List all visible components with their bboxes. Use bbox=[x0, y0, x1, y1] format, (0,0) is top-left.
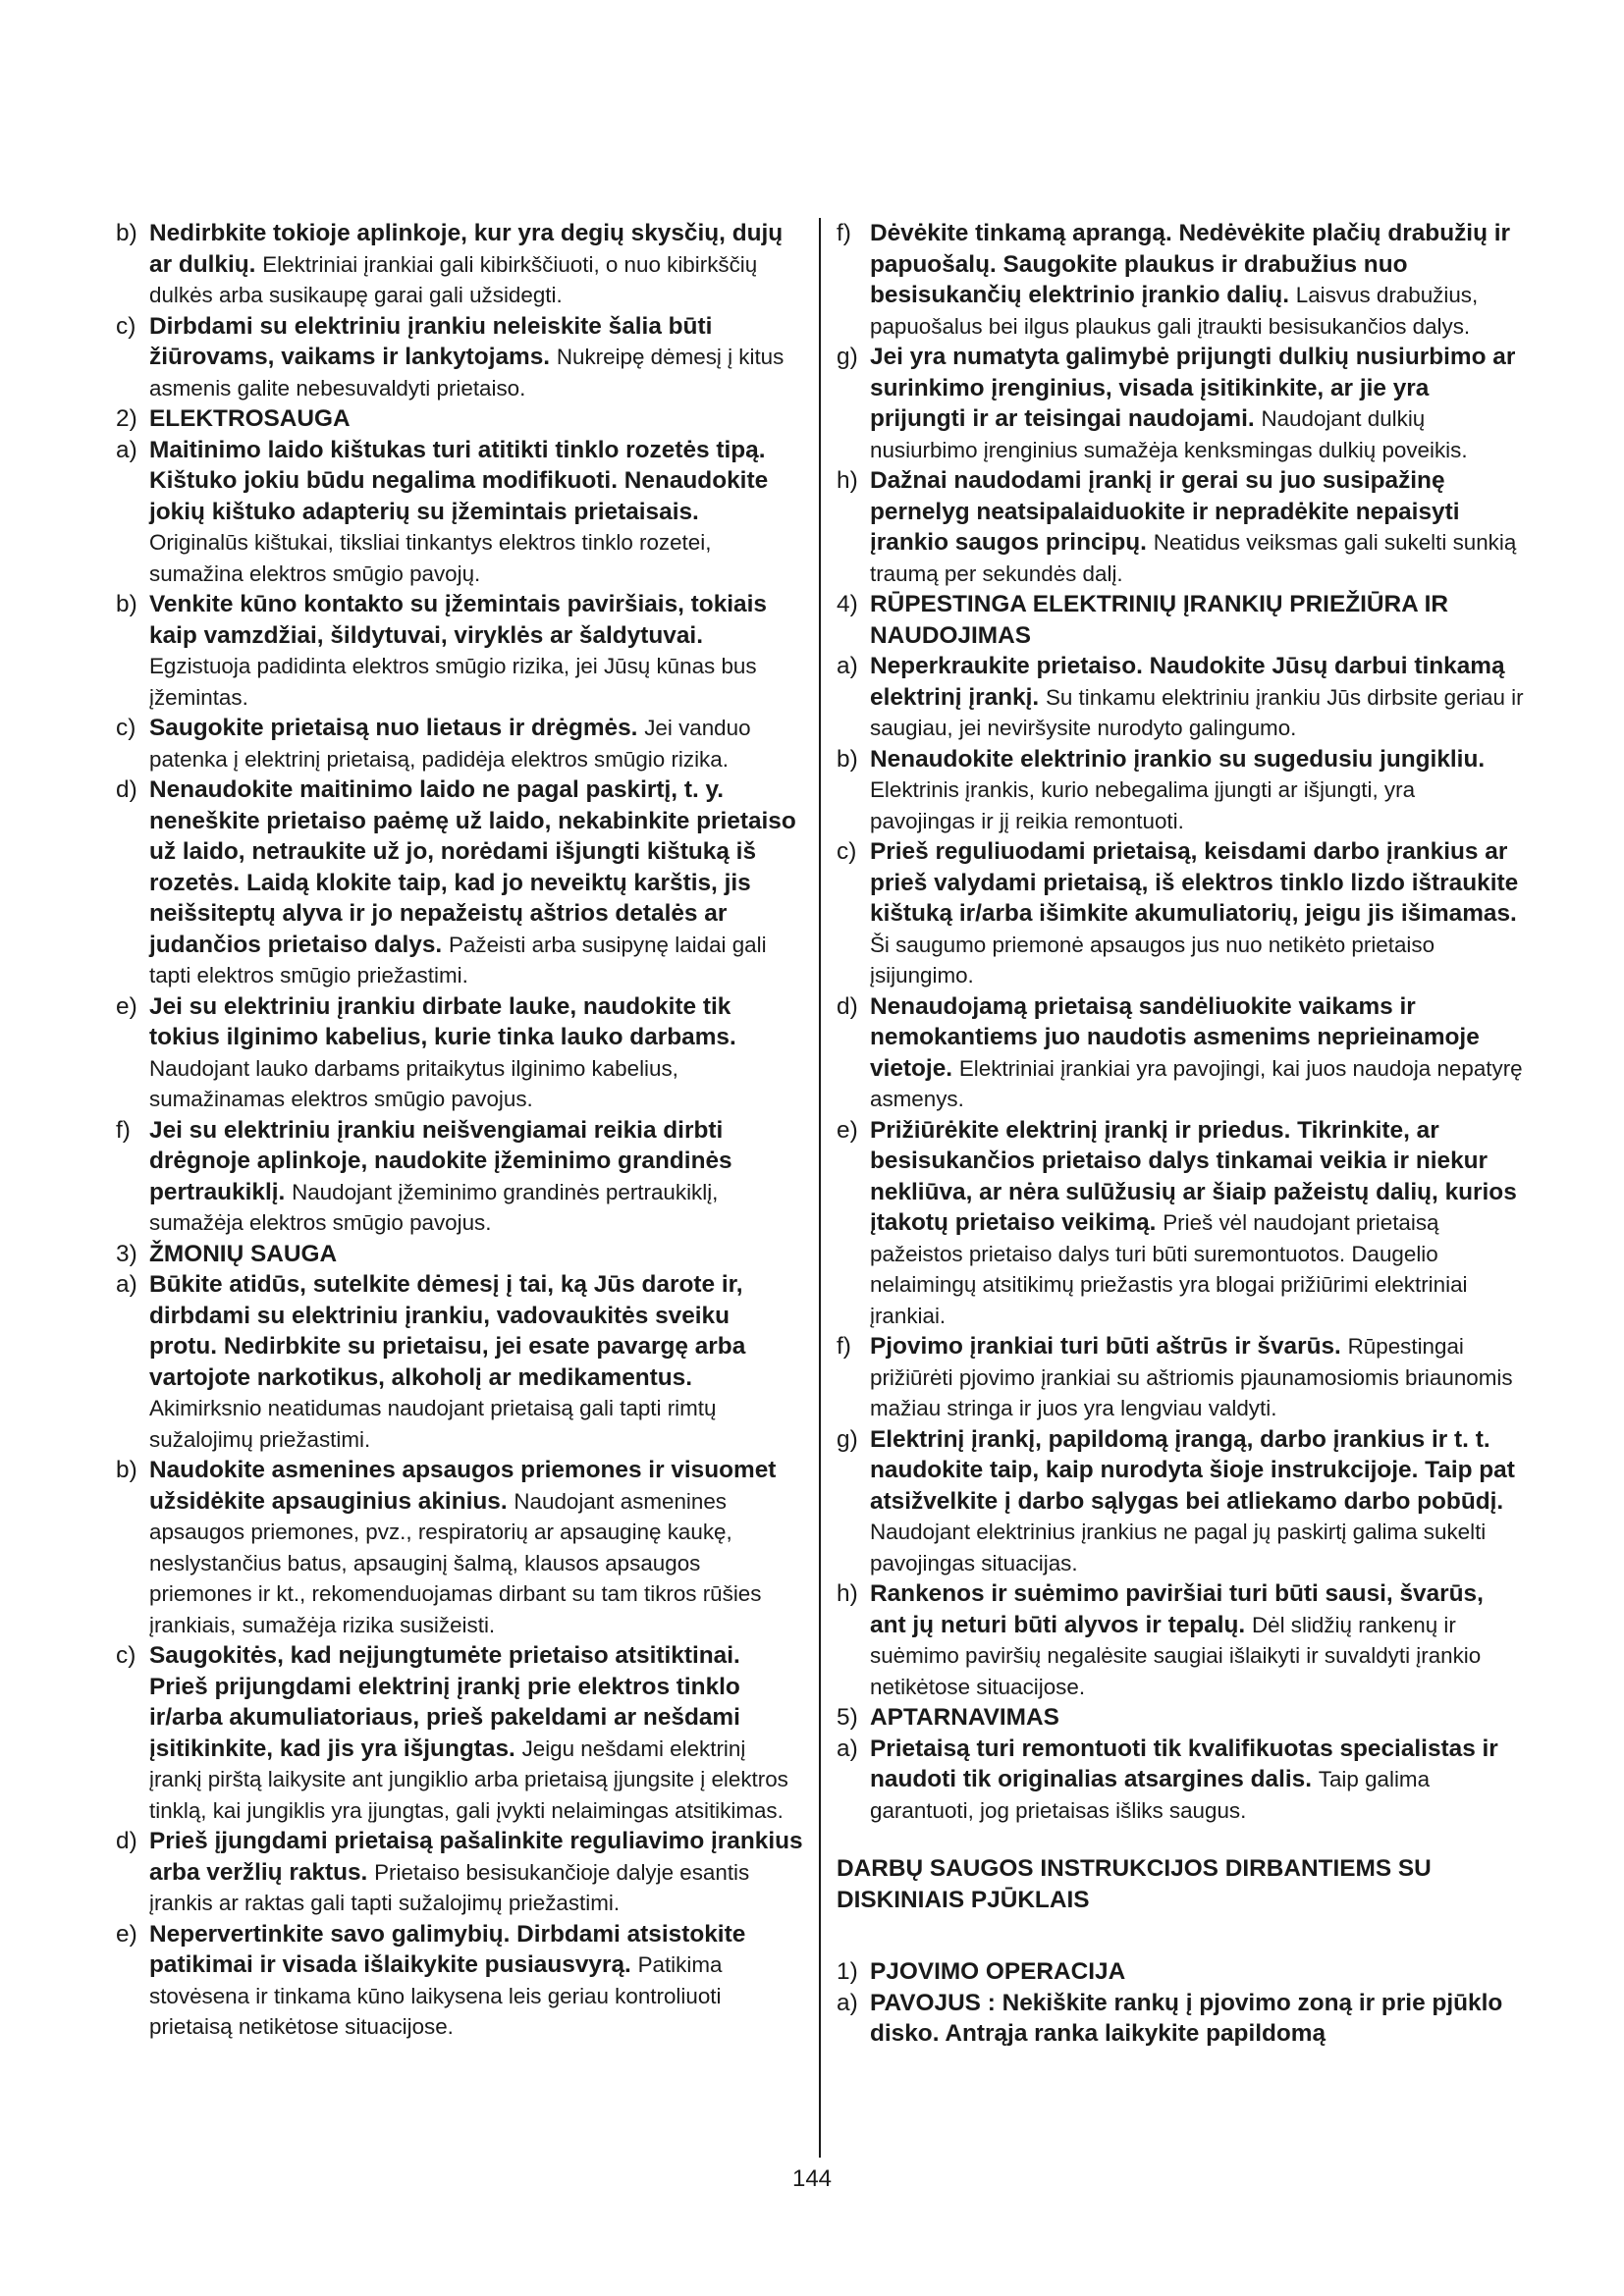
item-body bbox=[149, 218, 803, 311]
list-item bbox=[116, 1826, 803, 1919]
item-bold-text: Naudokite asmenines apsaugos priemones ir visuomet užsidėkite apsauginius akinius. bbox=[149, 1457, 777, 1515]
item-label: b) bbox=[837, 745, 858, 773]
item-bold-text: Pjovimo įrankiai turi būti aštrūs ir švarūs. bbox=[870, 1333, 1341, 1360]
item-label: f) bbox=[116, 1116, 131, 1144]
item-label: e) bbox=[116, 1920, 137, 1948]
item-text: Pažeisti arba susipynę laidai gali tapti elektros smūgio priežastimi. bbox=[149, 932, 767, 988]
section-title: RŪPESTINGA ELEKTRINIŲ ĮRANKIŲ PRIEŽIŪRA IR NAUDOJIMAS bbox=[870, 591, 1449, 649]
item-label: h) bbox=[837, 467, 858, 494]
item-bold-text: Jei yra numatyta galimybė prijungti dulkių nusiurbimo ar surinkimo įrenginius, visada įsitikinkite, ar jie yra prijungti ir ar teisingai naudojami. bbox=[870, 344, 1516, 432]
item-text: Naudojant dulkių nusiurbimo įrenginius sumažėja kenksmingas dulkių poveikis. bbox=[870, 406, 1468, 462]
item-text: Ši saugumo priemonė apsaugos jus nuo netikėto prietaiso įsijungimo. bbox=[870, 932, 1435, 988]
list-item bbox=[116, 991, 803, 1115]
list-item bbox=[837, 651, 1524, 744]
item-label: a) bbox=[837, 653, 858, 679]
item-bold-text: Prietaisą turi remontuoti tik kvalifikuotas specialistas ir naudoti tik originalias atsargines dalis. bbox=[870, 1735, 1498, 1792]
list-item bbox=[837, 342, 1524, 465]
item-body bbox=[870, 1956, 1524, 1988]
item-text: Naudojant asmenines apsaugos priemones, pvz., respiratorių ar apsauginę kaukę, neslystančius batus, apsauginį šalmą, klausos apsaugos priemones ir kt., rekomenduojamas dirbant su tam tikros rūšies įrankiais, sumažėja rizika susižeisti. bbox=[149, 1488, 762, 1637]
item-label: c) bbox=[116, 1642, 136, 1669]
left-column bbox=[116, 218, 803, 2043]
list-item bbox=[116, 1269, 803, 1455]
item-body bbox=[149, 403, 803, 435]
list-item bbox=[837, 1734, 1524, 1827]
list-item bbox=[116, 1115, 803, 1239]
item-body bbox=[149, 311, 803, 404]
item-label: e) bbox=[116, 992, 137, 1020]
list-item bbox=[837, 1424, 1524, 1579]
item-bold-text: Saugokitės, kad neįjungtumėte prietaiso atsitiktinai. Prieš prijungdami elektrinį įrankį prie elektros tinklo ir/arba akumuliatoriaus, prieš pakeldami ar nešdami įsitikinkite, kad jis yra išjungtas. bbox=[149, 1642, 740, 1762]
item-label: e) bbox=[837, 1116, 858, 1144]
list-item bbox=[116, 589, 803, 713]
item-bold-text: Nenaudojamą prietaisą sandėliuokite vaikams ir nemokantiems juo naudotis asmenims neprieinamoje vietoje. bbox=[870, 992, 1480, 1082]
item-text: Jei vanduo patenka į elektrinį prietaisą, padidėja elektros smūgio rizika. bbox=[149, 716, 751, 772]
item-body bbox=[870, 991, 1524, 1115]
section-header bbox=[116, 403, 803, 435]
item-body bbox=[149, 1826, 803, 1919]
item-bold-text: Nedirbkite tokioje aplinkoje, kur yra degių skysčių, dujų ar dulkių. bbox=[149, 220, 784, 278]
list-item bbox=[837, 218, 1524, 342]
item-bold-text: Jei su elektriniu įrankiu neišvengiamai reikia dirbti drėgnoje aplinkoje, naudokite įžeminimo grandinės pertraukiklį. bbox=[149, 1116, 732, 1205]
list-item bbox=[837, 465, 1524, 589]
section-title: APTARNAVIMAS bbox=[870, 1704, 1059, 1731]
item-label: b) bbox=[116, 220, 137, 246]
item-label: b) bbox=[116, 591, 137, 617]
item-bold-text: Nenaudokite maitinimo laido ne pagal paskirtį, t. y. neneškite prietaiso paėmę už laido, nekabinkite prietaiso už laido, netraukite už jo, norėdami išjungti kištuką iš rozetės. Laidą klokite taip, kad jo neveiktų karštis, jis neišsiteptų alyva ir jo nepažeistų aštrios detalės ar judančios prietaiso dalys. bbox=[149, 776, 796, 958]
list-item bbox=[837, 1578, 1524, 1702]
item-label: 1) bbox=[837, 1958, 858, 1985]
item-text: Originalūs kištukai, tiksliai tinkantys elektros tinklo rozetei, sumažina elektros smūgio pavojų. bbox=[149, 530, 712, 586]
item-label: a) bbox=[116, 1271, 137, 1298]
item-body bbox=[870, 1578, 1524, 1702]
item-label: 3) bbox=[116, 1240, 137, 1267]
item-text: Su tinkamu elektriniu įrankiu Jūs dirbsite geriau ir saugiau, jei neviršysite nurodyto galingumo. bbox=[870, 684, 1524, 740]
item-body bbox=[870, 1734, 1524, 1827]
item-body bbox=[870, 589, 1524, 651]
list-item bbox=[116, 713, 803, 774]
item-body bbox=[870, 1115, 1524, 1332]
list-item bbox=[837, 1115, 1524, 1332]
list-item bbox=[116, 774, 803, 991]
section-header bbox=[837, 589, 1524, 651]
list-item bbox=[116, 435, 803, 590]
spacer bbox=[837, 1915, 1524, 1956]
item-text: Prieš vėl naudojant prietaisą pažeistos prietaiso dalys turi būti suremontuotos. Daugelio nelaimingų atsitikimų priežastis yra blogai prižiūrimi elektriniai įrankiai. bbox=[870, 1210, 1468, 1328]
item-bold-text: Venkite kūno kontakto su įžemintais paviršiais, tokiais kaip vamzdžiai, šildytuvai, viryklės ar šaldytuvai. bbox=[149, 591, 767, 649]
item-body bbox=[870, 218, 1524, 342]
item-label: d) bbox=[116, 1828, 137, 1854]
item-bold-text: Būkite atidūs, sutelkite dėmesį į tai, ką Jūs darote ir, dirbdami su elektriniu įrankiu, vadovaukitės sveiku protu. Nedirbkite su prietaisu, jei esate pavargę arba vartojote narkotikus, alkoholį ar medikamentus. bbox=[149, 1271, 746, 1391]
item-bold-text: Dėvėkite tinkamą aprangą. Nedėvėkite plačių drabužių ir papuošalų. Saugokite plaukus ir drabužius nuo besisukančių elektrinio įrankio dalių. bbox=[870, 220, 1511, 308]
item-label: c) bbox=[116, 715, 136, 741]
item-bold-text: Nepervertinkite savo galimybių. Dirbdami atsistokite patikimai ir visada išlaikykite pusiausvyrą. bbox=[149, 1920, 746, 1978]
item-bold-text: Maitinimo laido kištukas turi atitikti tinklo rozetės tipą. Kištuko jokiu būdu negalima modifikuoti. Nenaudokite jokių kištuko adapterių su įžemintais prietaisais. bbox=[149, 436, 769, 525]
item-bold-text: Nenaudokite elektrinio įrankio su sugedusiu jungikliu. bbox=[870, 745, 1486, 773]
list-item bbox=[116, 218, 803, 311]
right-column bbox=[837, 218, 1524, 2050]
column-divider bbox=[819, 218, 821, 2158]
item-body bbox=[870, 744, 1524, 837]
section-header bbox=[837, 1956, 1524, 1988]
item-label: 2) bbox=[116, 405, 137, 432]
section-header bbox=[116, 1239, 803, 1270]
item-body bbox=[870, 1331, 1524, 1424]
item-text: Naudojant elektrinius įrankius ne pagal jų paskirtį galima sukelti pavojingas situacijas. bbox=[870, 1520, 1487, 1575]
item-label: a) bbox=[837, 1735, 858, 1762]
item-bold-text: Jei su elektriniu įrankiu dirbate lauke, naudokite tik tokius ilginimo kabelius, kurie tinka lauko darbams. bbox=[149, 992, 736, 1050]
item-text: Nukreipę dėmesį į kitus asmenis galite nebesuvaldyti prietaiso. bbox=[149, 345, 785, 400]
section-heading: DARBŲ SAUGOS INSTRUKCIJOS DIRBANTIEMS SU DISKINIAIS PJŪKLAIS bbox=[837, 1855, 1432, 1913]
item-body bbox=[149, 1640, 803, 1826]
item-body bbox=[870, 342, 1524, 465]
item-text: Prietaiso besisukančioje dalyje esantis įrankis ar raktas gali tapti sužalojimų priežastimi. bbox=[149, 1859, 750, 1915]
list-item bbox=[837, 744, 1524, 837]
item-text: Jeigu nešdami elektrinį įrankį pirštą laikysite ant jungiklio arba prietaisą įjungsite į elektros tinklą, kai jungiklis yra įjungtas, gali įvykti nelaimingas atsitikimas. bbox=[149, 1735, 788, 1823]
item-body bbox=[149, 1455, 803, 1640]
item-body bbox=[870, 1988, 1524, 2050]
section-title: PJOVIMO OPERACIJA bbox=[870, 1958, 1126, 1985]
list-item bbox=[116, 1455, 803, 1640]
item-text: Elektrinis įrankis, kurio nebegalima įjungti ar išjungti, yra pavojingas ir jį reikia remontuoti. bbox=[870, 777, 1416, 833]
item-label: b) bbox=[116, 1457, 137, 1483]
item-label: 4) bbox=[837, 591, 858, 617]
item-body bbox=[149, 1239, 803, 1270]
item-bold-text: Prižiūrėkite elektrinį įrankį ir priedus. Tikrinkite, ar besisukančios prietaiso dalys tinkamai veikia ir niekur nekliūva, ar nėra sulūžusių ar šiaip pažeistų dalių, kurios įtakotų prietaiso veikimą. bbox=[870, 1116, 1517, 1236]
item-body bbox=[149, 1919, 803, 2043]
item-text: Elektriniai įrankiai yra pavojingi, kai juos naudoja nepatyrę asmenys. bbox=[870, 1055, 1523, 1111]
list-item bbox=[837, 1331, 1524, 1424]
item-body bbox=[149, 589, 803, 713]
item-label: d) bbox=[837, 992, 858, 1020]
item-text: Patikima stovėsena ir tinkama kūno laikysena leis geriau kontroliuoti prietaisą netikėtose situacijose. bbox=[149, 1952, 723, 2039]
list-item bbox=[116, 1640, 803, 1826]
item-label: c) bbox=[837, 838, 857, 865]
item-text: Dėl slidžių rankenų ir suėmimo paviršių negalėsite saugiai išlaikyti ir suvaldyti įrankio netikėtose situacijose. bbox=[870, 1612, 1482, 1699]
item-label: c) bbox=[116, 312, 136, 340]
item-bold-text: Prieš įjungdami prietaisą pašalinkite reguliavimo įrankius arba veržlių raktus. bbox=[149, 1828, 803, 1886]
item-bold-text: Saugokite prietaisą nuo lietaus ir drėgmės. bbox=[149, 715, 638, 741]
item-label: f) bbox=[837, 1333, 851, 1360]
item-bold-text: PAVOJUS : Nekiškite rankų į pjovimo zoną ir prie pjūklo disko. Antrąja ranka laikykite papildomą bbox=[870, 1989, 1503, 2047]
item-text: Akimirksnio neatidumas naudojant prietaisą gali tapti rimtų sužalojimų priežastimi. bbox=[149, 1396, 717, 1452]
item-text: Laisvus drabužius, papuošalus bei ilgus plaukus gali įtraukti besisukančios dalys. bbox=[870, 283, 1479, 339]
list-item bbox=[837, 836, 1524, 991]
item-body bbox=[149, 435, 803, 590]
item-body bbox=[149, 1115, 803, 1239]
item-body bbox=[870, 1424, 1524, 1579]
item-bold-text: Neperkraukite prietaiso. Naudokite Jūsų darbui tinkamą elektrinį įrankį. bbox=[870, 653, 1505, 711]
item-body bbox=[149, 991, 803, 1115]
item-bold-text: Rankenos ir suėmimo paviršiai turi būti sausi, švarūs, ant jų neturi būti alyvos ir tepalų. bbox=[870, 1580, 1484, 1638]
list-item bbox=[837, 1988, 1524, 2050]
item-body bbox=[149, 1269, 803, 1455]
list-item bbox=[116, 311, 803, 404]
section-header bbox=[837, 1702, 1524, 1734]
item-label: g) bbox=[837, 344, 858, 370]
item-body bbox=[149, 713, 803, 774]
list-item bbox=[837, 991, 1524, 1115]
item-label: d) bbox=[116, 776, 137, 803]
item-label: g) bbox=[837, 1425, 858, 1453]
item-bold-text: Elektrinį įrankį, papildomą įrangą, darbo įrankius ir t. t. naudokite taip, kaip nurodyta šioje instrukcijoje. Taip pat atsižvelkite į darbo sąlygas bei atliekamo darbo pobūdį. bbox=[870, 1425, 1515, 1515]
item-text: Naudojant lauko darbams pritaikytus ilginimo kabelius, sumažinamas elektros smūgio pavojus. bbox=[149, 1055, 678, 1111]
item-body bbox=[870, 465, 1524, 589]
item-text: Neatidus veiksmas gali sukelti sunkią traumą per sekundės dalį. bbox=[870, 530, 1517, 586]
page-number: 144 bbox=[791, 2165, 833, 2192]
item-bold-text: Prieš reguliuodami prietaisą, keisdami darbo įrankius ar prieš valydami prietaisą, iš elektros tinklo lizdo ištraukite kištuką ir/arba išimkite akumuliatorių, jeigu jis išimamas. bbox=[870, 838, 1519, 927]
item-label: a) bbox=[837, 1989, 858, 2016]
item-text: Rūpestingai prižiūrėti pjovimo įrankiai su aštriomis pjaunamosiomis briaunomis mažiau stringa ir juos yra lengviau valdyti. bbox=[870, 1334, 1513, 1420]
item-text: Taip galima garantuoti, jog prietaisas išliks saugus. bbox=[870, 1767, 1431, 1823]
item-label: f) bbox=[837, 220, 851, 246]
item-body bbox=[149, 774, 803, 991]
item-bold-text: Dažnai naudodami įrankį ir gerai su juo susipažinę pernelyg neatsipalaiduokite ir nepradėkite nepaisyti įrankio saugos principų. bbox=[870, 467, 1460, 556]
item-body bbox=[870, 651, 1524, 744]
item-label: h) bbox=[837, 1580, 858, 1607]
item-body bbox=[870, 1702, 1524, 1734]
item-text: Naudojant įžeminimo grandinės pertraukiklį, sumažėja elektros smūgio pavojus. bbox=[149, 1179, 719, 1235]
item-text: Egzistuoja padidinta elektros smūgio rizika, jei Jūsų kūnas bus įžemintas. bbox=[149, 654, 757, 710]
item-bold-text: Dirbdami su elektriniu įrankiu neleiskite šalia būti žiūrovams, vaikams ir lankytojams. bbox=[149, 312, 713, 370]
list-item bbox=[116, 1919, 803, 2043]
item-body bbox=[870, 836, 1524, 991]
section-title: ELEKTROSAUGA bbox=[149, 405, 351, 432]
section-title: ŽMONIŲ SAUGA bbox=[149, 1240, 338, 1267]
item-text: Elektriniai įrankiai gali kibirkščiuoti, o nuo kibirkščių dulkės arba susikaupę garai gali užsidegti. bbox=[149, 251, 758, 307]
item-label: a) bbox=[116, 436, 137, 463]
item-label: 5) bbox=[837, 1704, 858, 1731]
